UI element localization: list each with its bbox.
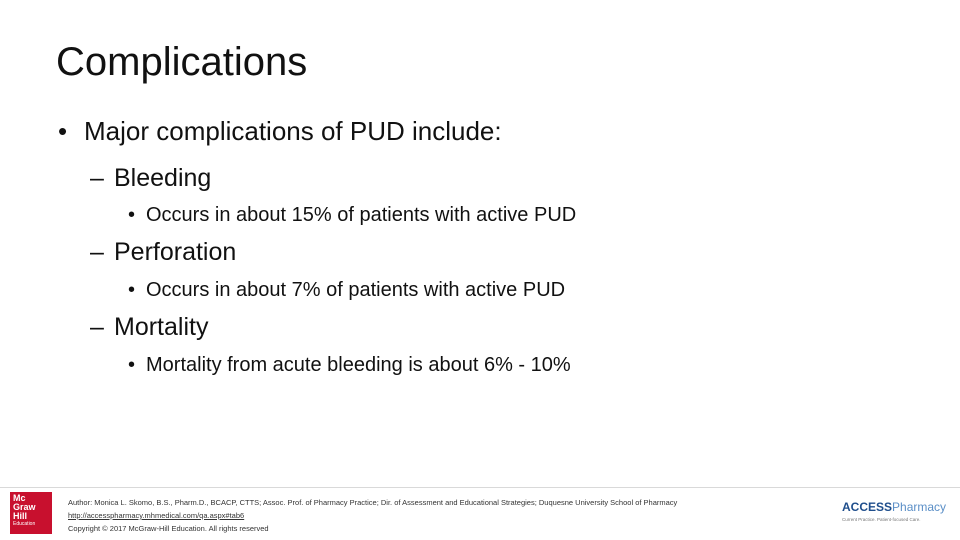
detail-text: Occurs in about 15% of patients with active PUD xyxy=(146,204,577,226)
bullet-icon: • xyxy=(128,354,136,376)
sub-bullet-text: Bleeding xyxy=(114,164,212,192)
brand-access: ACCESS xyxy=(842,500,893,514)
bullet-icon: • xyxy=(128,204,136,226)
detail-perforation xyxy=(128,279,565,302)
footer-copyright: Copyright © 2017 McGraw-Hill Education. All rights reserved xyxy=(68,524,269,533)
detail-text: Mortality from acute bleeding is about 6% - 10% xyxy=(146,354,571,376)
sub-bullet-bleeding xyxy=(90,164,211,193)
logo-line: Education xyxy=(13,521,36,527)
dash-icon: – xyxy=(90,238,104,266)
bullet-icon: • xyxy=(58,116,68,146)
logo-line: Graw xyxy=(13,502,36,512)
access-pharmacy-logo xyxy=(842,500,946,514)
footer-link[interactable]: http://accesspharmacy.mhmedical.com/qa.aspx#tab6 xyxy=(68,511,245,520)
dash-icon: – xyxy=(90,164,104,192)
detail-text: Occurs in about 7% of patients with active PUD xyxy=(146,279,566,301)
detail-mortality xyxy=(128,354,571,377)
dash-icon: – xyxy=(90,313,104,341)
brand-pharmacy: Pharmacy xyxy=(892,500,947,514)
brand-tagline: Current Practice. Patient-focused Care. xyxy=(842,517,921,522)
slide-title: Complications xyxy=(56,40,308,84)
footer-divider xyxy=(0,487,960,488)
logo-line: Mc xyxy=(13,493,26,503)
logo-line: Hill xyxy=(13,511,28,521)
bullet-main xyxy=(58,116,502,147)
sub-bullet-text: Mortality xyxy=(114,313,209,341)
mcgraw-hill-logo xyxy=(10,492,52,534)
sub-bullet-text: Perforation xyxy=(114,238,237,266)
sub-bullet-mortality xyxy=(90,313,208,342)
bullet-icon: • xyxy=(128,279,136,301)
footer-author: Author: Monica L. Skomo, B.S., Pharm.D., BCACP, CTTS; Assoc. Prof. of Pharmacy Practice; Dir. of Assessment and Educational Strategies; Duquesne University School of Pharmacy xyxy=(68,498,678,507)
detail-bleeding xyxy=(128,204,576,227)
sub-bullet-perforation xyxy=(90,238,236,267)
bullet-text: Major complications of PUD include: xyxy=(84,116,502,146)
footer-link-wrap xyxy=(68,511,244,520)
